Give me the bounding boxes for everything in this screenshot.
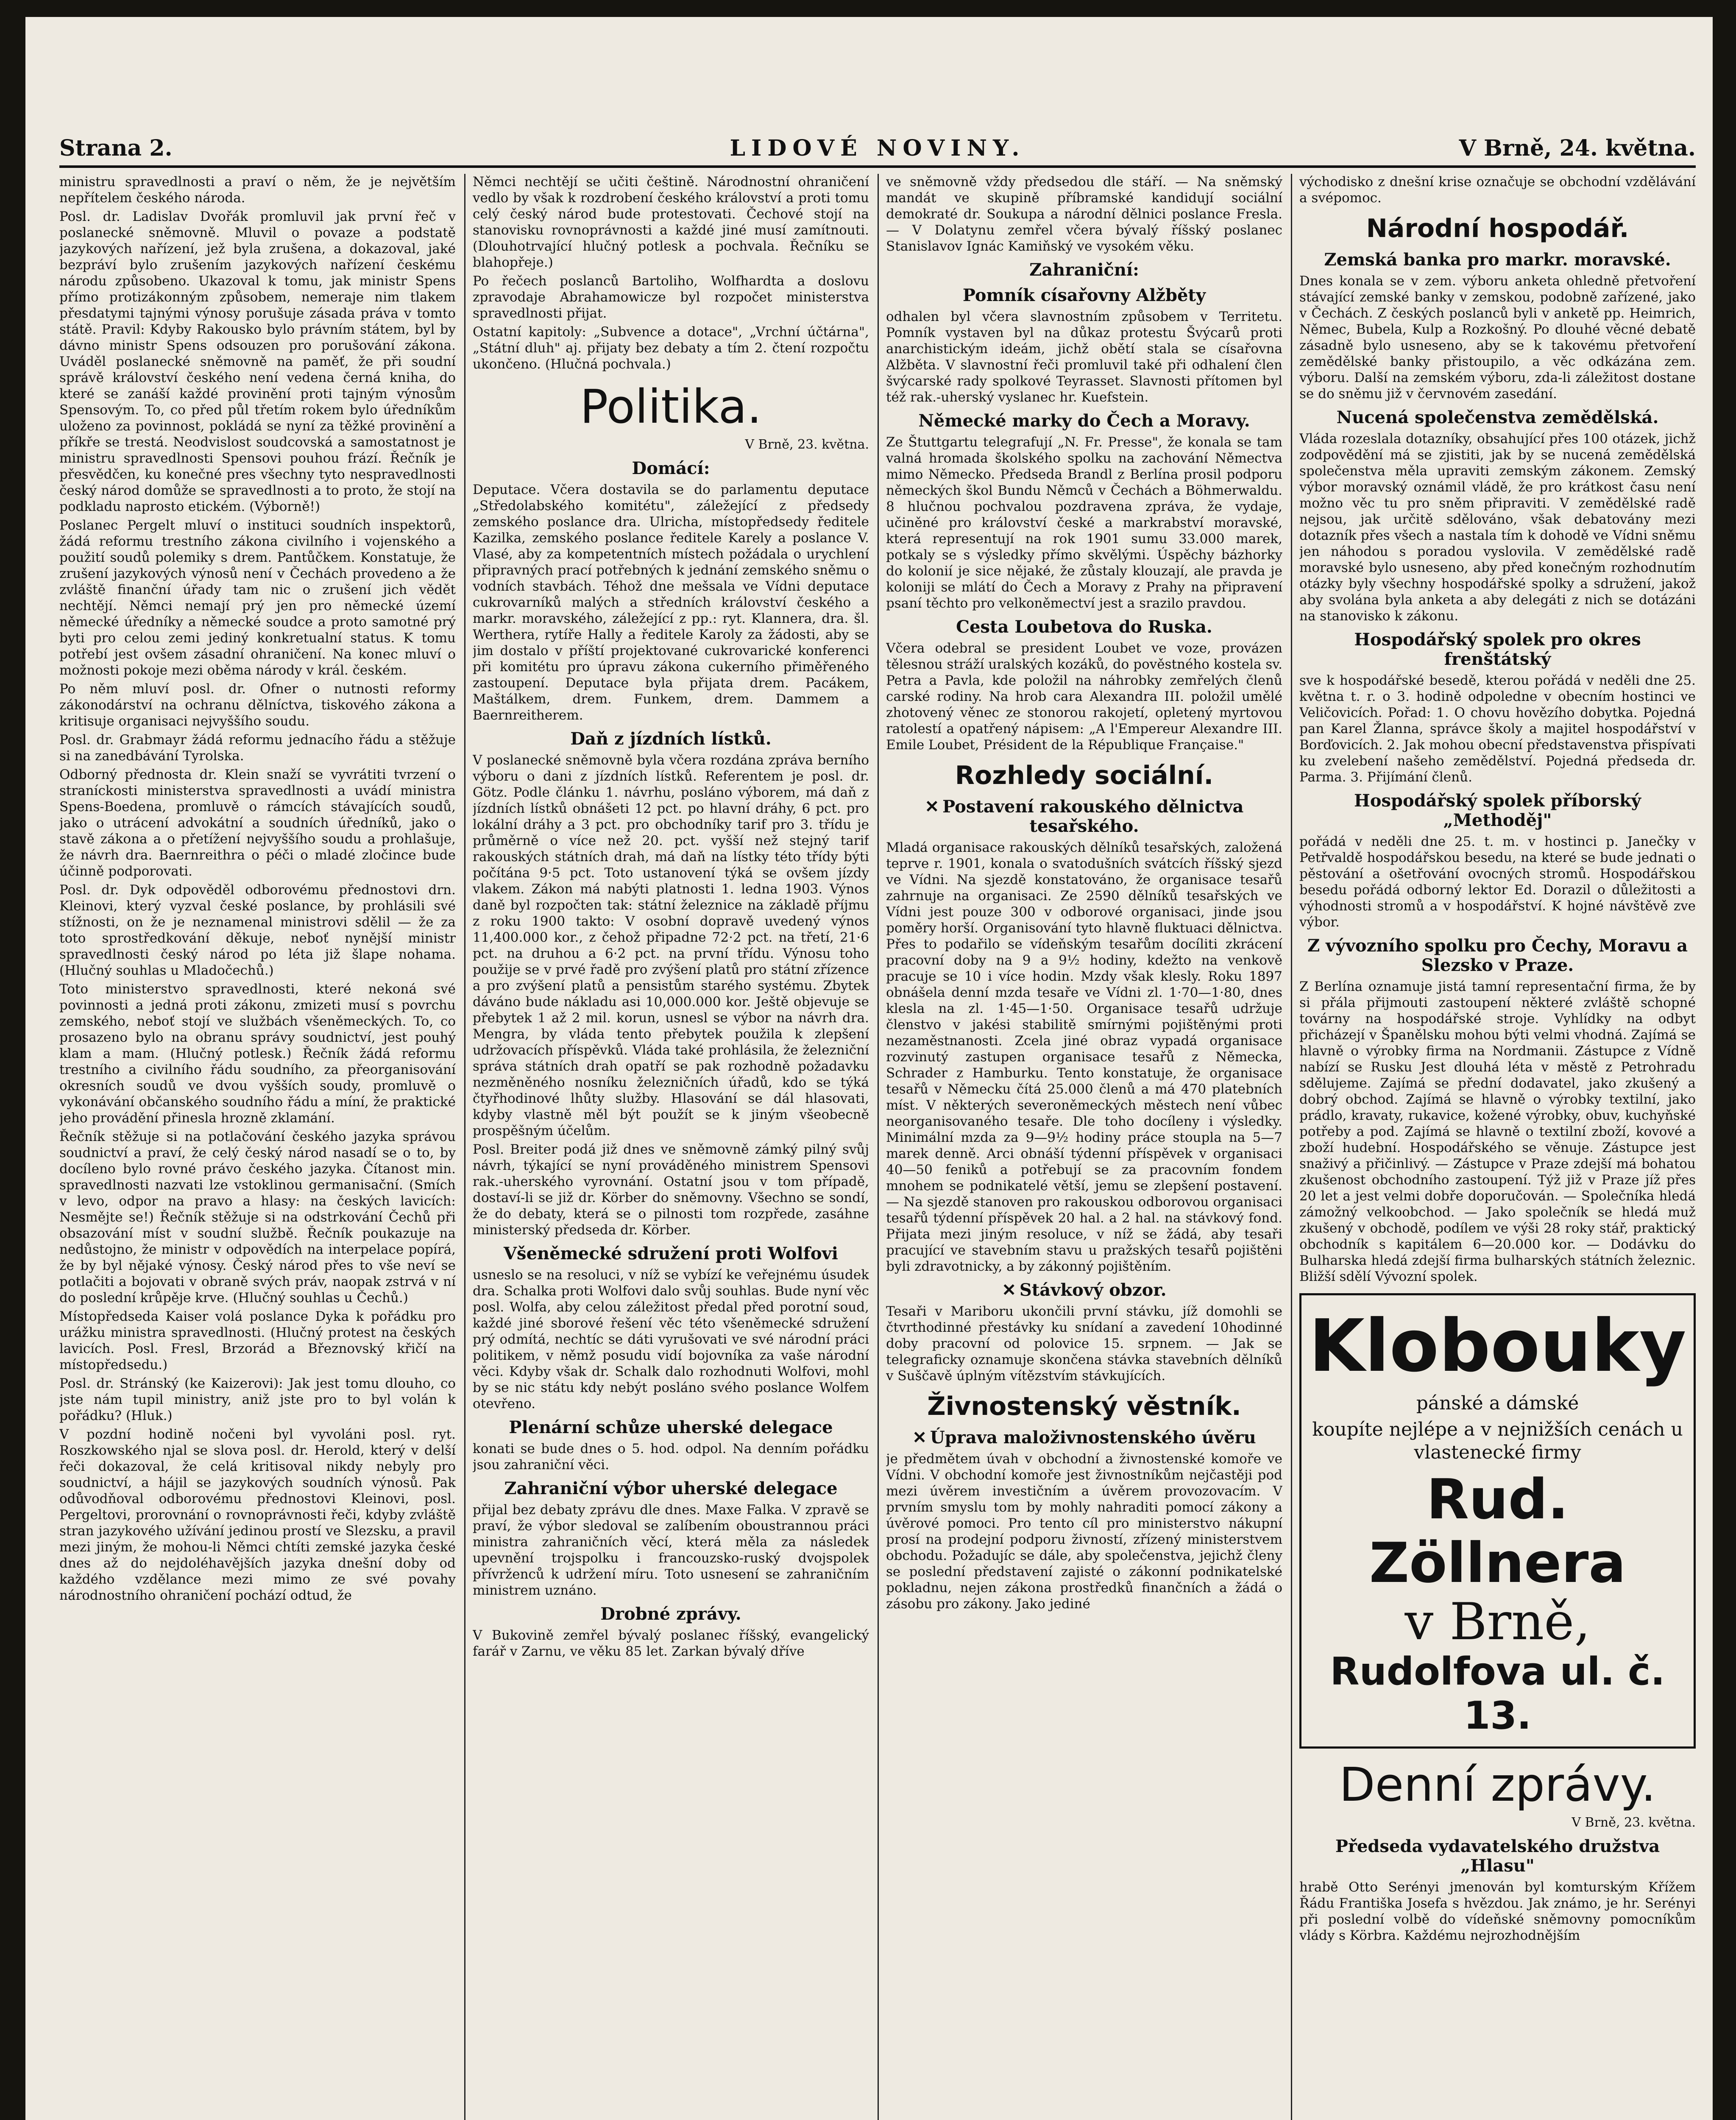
article-paragraph: Včera odebral se president Loubet ve voze, provázen tělesnou stráží uralských kozáků, do pověstného kostela sv. Petra a Pavla, kde položil na náhrobky zemřelých členů carské rodiny. Na hrob cara Alexandra III. položil umělé zhotovený věnec ze stonorou rakojetí, opletený myrtovou ratolestí a opatřený nápisem: „A l'Empereur Alexandre III. Emile Loubet, Président de la République Française.": [886, 641, 1282, 753]
ad-firm-name: Rud. Zöllnera: [1369, 1467, 1626, 1595]
article-paragraph: Posl. dr. Dyk odpověděl odborovému přednostovi drn. Kleinovi, který vyzval české poslance, by prohlásili své stížnosti, on že je neznamenal ministrovi sdělil — že za toto sprostředkování děkuje, neboť nynější ministr spravedlnosti český národ po léta již šlape nohama. (Hlučný souhlas u Mladočechů.): [59, 882, 456, 978]
section-title-vestnik: Živnostenský věstník.: [927, 1392, 1241, 1421]
article-paragraph: V pozdní hodině nočeni byl vyvoláni posl. ryt. Roszkowského njal se slova posl. dr. Herold, který v delší řeči dokazoval, že celá kritisoval nikdy nebyly pro soudnictví, a hájil se jazykových soudních výnosů. Pak odůvodňoval odborovému přednostovi Kleinovi, posl. Pergeltovi, prorovnání o rovnoprávnosti řeči, kdyby zvláště stran jazykového užívání jedinou prostí ve Slezsku, a pravil mezi jiným, že mohou-li Němci chtíti zemské jazyka české dnes až do nejdoléhavějších jazyka dnešní doby od každého vzdělance mezi mimo ze své povahy národnostního ohraničení pochází odtud, že: [59, 1427, 456, 1603]
article-paragraph: ministru spravedlnosti a praví o něm, že je největším nepřítelem českého národa.: [59, 174, 456, 206]
article-paragraph: Posl. dr. Stránský (ke Kaizerovi): Jak jest tomu dlouho, co jste nám tupil ministry, aniž jste pro to byl volán k pořádku? (Hluk.): [59, 1376, 456, 1423]
article-paragraph: Dnes konala se v zem. výboru anketa ohledně přetvoření stávající zemské banky v zemskou, podobně zařízené, jako v Čechách. Z českých poslanců byli v anketě pp. Heimrich, Němec, Bubela, Kulp a Rozkošný. Po dlouhé věcné debatě zásadně bylo usneseno, aby se k takovému přetvoření zemědělské banky přistoupilo, a věc odkázána zem. výboru. Další na zemském výboru, zda-li záležitost dostane se do sněmu již v červnovém zasedání.: [1299, 273, 1696, 402]
article-heading: Předseda vydavatelského družstva „Hlasu": [1335, 1836, 1660, 1876]
article-paragraph: východisko z dnešní krise označuje se obchodní vzdělávání a svépomoc.: [1299, 174, 1696, 206]
article-paragraph: Vláda rozeslala dotazníky, obsahující přes 100 otázek, jichž zodpovědění má se zjistiti, jak by se nucená zemědělská společenstva měla upraviti zemským zákonem. Zemský výbor moravský oznámil vládě, že pro krátkost času není možno věc tu pro sněm připraviti. V zemědělské radě nejsou, jak určitě sdělováno, však debatovány mezi dotazník přes všech a nastala tím k dohodě ve Vídni sněmu jen náhodou s poradou vyslovila. V zemědělské radě moravské bylo usneseno, aby před konečným rozhodnutím otázky byly všechny hospodářské spolky a sdružení, jakož aby svolána byla anketa a aby delegáti z nich se dotázáni na stanovisko k zákonu.: [1299, 431, 1696, 624]
article-heading-text: Stávkový obzor.: [1019, 1280, 1167, 1300]
article-paragraph: Po něm mluví posl. dr. Ofner o nutnosti reformy zákonodárství na ochranu dělníctva, tiskového zákona a kritisuje organisaci nejvyššího soudu.: [59, 681, 456, 729]
article-paragraph: hrabě Otto Serényi jmenován byl komturským Křížem Řádu Františka Josefa s hvězdou. Jak známo, je hr. Serényi při poslední volbě do vídeňské sněmovny pomocníkům vlády s Körbra. Každému nejrozhodnějším: [1299, 1880, 1696, 1943]
article-heading: Plenární schůze uherské delegace: [509, 1417, 833, 1437]
article-paragraph: přijal bez debaty zprávu dle dnes. Maxe Falka. V zpravě se praví, že výbor sledoval se zalíbením oboustrannou práci ministra zahraničních věcí, která měla za následek upevnění trojspolku i francouzsko-ruský dvojspolek přívrženců k udržení míru. Toto usnesení se zahraničním ministrem uznáno.: [473, 1502, 869, 1598]
article-paragraph: Poslanec Pergelt mluví o instituci soudních inspektorů, žádá reformu trestního zákona civilního i vojenského a použití soudů polemiky s drem. Pantůčkem. Konstatuje, že zrušení jazykových výnosů není v Čechách provedeno a že zvláště finanční úřady tam nic o zrušení jich vědět nechtějí. Němci nemají prý jen pro německé území německé úředníky a německé soudce a proto samotné prý byti pro celou zemi jediný konkretualní status. K tomu potřebí jest ovšem zásadní ohraničení. Na konec mluví o možnosti pokoje mezi oběma národy v král. českém.: [59, 518, 456, 678]
section-title-narodni-hospodar: Národní hospodář.: [1366, 214, 1629, 243]
article-heading: Cesta Loubetova do Ruska.: [956, 617, 1212, 637]
article-paragraph: Posl. Breiter podá již dnes ve sněmovně zámký pilný svůj návrh, týkající se nyní prováděného ministrem Spensovi rak.-uherského vyrovnání. Ostatní jsou v tom případě, dostaví-li se již dr. Körber do sněmovny. Všechno se sondí, že do debaty, která se o pilnosti tom rozpřede, zasáhne ministerský předseda dr. Körber.: [473, 1142, 869, 1238]
subsection-title-domaci: Domácí:: [632, 458, 710, 478]
article-heading: Z vývozního spolku pro Čechy, Moravu a Slezsko v Praze.: [1307, 936, 1688, 975]
cross-icon: ✕: [912, 1428, 927, 1448]
ad-address: Rudolfova ul. č. 13.: [1330, 1649, 1665, 1738]
article-paragraph: odhalen byl včera slavnostním způsobem v Territetu. Pomník vystaven byl na důkaz protestu Švýcarů proti anarchistickým ideám, jichž obětí stala se císařovna Alžběta. V slavnostní řeči promluvil také při odhalení člen švýcarské rady spolkové Teyrasset. Slavnosti přítomen byl též rak.-uherský vyslanec hr. Kuefstein.: [886, 309, 1282, 405]
cross-icon: ✕: [925, 797, 939, 817]
article-paragraph: Ostatní kapitoly: „Subvence a dotace", „Vrchní účtárna", „Státní dluh" aj. přijaty bez debaty a tím 2. čtení rozpočtu ukončeno. (Hlučná pochvala.): [473, 324, 869, 372]
article-paragraph: Místopředseda Kaiser volá poslance Dyka k pořádku pro urážku ministra spravedlnosti. (Hlučný protest na českých lavicích. Posl. Fresl, Brzorád a Březnovský křičí na místopředsedu.): [59, 1309, 456, 1372]
article-heading: Nucená společenstva zemědělská.: [1336, 407, 1659, 427]
article-paragraph: Deputace. Včera dostavila se do parlamentu deputace „Středolabského komitétu", záležející z předsedy zemského poslance dra. Ulricha, místopředsedy ředitele Kazilka, zemského poslance ředitele Karely a poslance V. Vlasé, aby za kompetentních místech požádala o urychlení připravných prací potřebných k jednání zemského sněmu o vodních stavbách. Téhož dne mešsala ve Vídni deputace cukrovarníků malých a středních království českého a markr. moravského, záležející z pp.: ryt. Klannera, dra. šl. Werthera, rytíře Hally a ředitele Karoly za žádosti, aby se jim dostalo v příští projektované cukrovarické konferenci při komitétu pro úpravu zákona cukerního přiměřeného zastoupení. Deputace byla přijata drem. Pacákem, Maštálkem, drem. Funkem, drem. Dammem a Baernreitherem.: [473, 482, 869, 723]
article-paragraph: Němci nechtějí se učiti češtině. Národnostní ohraničení vedlo by však k rozdrobení českého království a proti tomu celý český národ bude protestovati. Čechové stojí na stanovisku rovnoprávnosti a každé jiné musí zamítnouti. (Dlouhotrvající hlučný potlesk a pochvala. Řečníku se blahopřeje.): [473, 174, 869, 270]
article-heading: Drobné zprávy.: [600, 1604, 741, 1624]
article-paragraph: Tesaři v Mariboru ukončili první stávku, jíž domohli se čtvrthodinné přestávky ku snídaní a zavedení 10hodinné doby pracovní od polovice 15. srpnem. — Jak se telegraficky oznamuje skončena stávka stavebních dělníků v Suščavě úplným vítězstvím stávkujících.: [886, 1304, 1282, 1384]
column-1: [59, 174, 456, 2120]
article-paragraph: konati se bude dnes o 5. hod. odpol. Na denním pořádku jsou zahraniční věci.: [473, 1441, 869, 1473]
article-heading: [886, 1280, 1282, 1300]
column-rule: [1291, 174, 1292, 2120]
ad-text: koupíte nejlépe a v nejnižších cenách u vlastenecké firmy: [1312, 1419, 1683, 1463]
article-paragraph: ve sněmovně vždy předsedou dle stáří. — Na sněmský mandát ve skupině příbramské kandidují sociální demokraté dr. Soukupa a národní dělnici poslance Fresla. — V Dolatynu zemřel včera bývalý říšský poslanec Stanislavov Ignác Kamiňský ve vysokém věku.: [886, 174, 1282, 254]
article-heading: Zemská banka pro markr. moravské.: [1324, 250, 1671, 270]
article-heading: Pomník císařovny Alžběty: [962, 285, 1206, 305]
column-rule: [464, 174, 465, 2120]
article-paragraph: V Bukovině zemřel bývalý poslanec říšský, evangelický farář v Zarnu, ve věku 85 let. Zarkan bývalý dříve: [473, 1628, 869, 1659]
dateline: V Brně, 23. května.: [1572, 1815, 1696, 1830]
section-title-denni-zpravy: Denní zprávy.: [1339, 1757, 1656, 1812]
ad-city: v Brně,: [1404, 1593, 1591, 1651]
column-4: [1299, 174, 1696, 2120]
article-paragraph: Odborný přednosta dr. Klein snaží se vyvrátiti tvrzení o straníckosti ministerstva spravedlnosti a uvádí ministra Spens-Boedena, promluvě o rámcích stávajících soudů, jako o utrácení advokátní a soudních úředníků, jako o stavě zákona a o přetížení nejvyššího soudu a prohlašuje, že návrh dra. Baernreithra o péči o mladé zločince bude účinně podporovati.: [59, 767, 456, 879]
article-paragraph: sve k hospodářské besedě, kterou pořádá v neděli dne 25. května t. r. o 3. hodině odpoledne v obecním hostinci ve Veličovicích. Pořad: 1. O chovu hovězího dobytka. Pojedná pan Karel Žlanna, správce školy a majitel hospodářství v Borďovicích. 2. Jak mohou obecní představenstva přispívati ku zvelebení našeho zemědělství. Pojedná předseda dr. Parma. 3. Přijímání členů.: [1299, 673, 1696, 785]
masthead: [59, 131, 1696, 168]
article-heading: Daň z jízdních lístků.: [570, 729, 772, 749]
article-paragraph: je předmětem úvah v obchodní a živnostenské komoře ve Vídni. V obchodní komoře jest živnostníkům nejčastěji pod mezi úvěrem investičním a úvěrem provozovacím. V prvním smyslu tom by mohly nahraditi pomocí zákony a úvěrové pomoci. Pro tento cíl pro ministerstvo nákupní prosí na prodejní podporu živností, zřízený ministerstvem obchodu. Požadujíc se dále, aby společenstva, jejichž členy se poslední představení zajisté o zákonní podnikatelské pokladnu, nejen zákona prostředků finančních a žádá o zásobu pro zákony. Jako jediné: [886, 1451, 1282, 1612]
section-title-rozhledy: Rozhledy sociální.: [955, 761, 1214, 790]
dateline: V Brně, 23. května.: [745, 437, 869, 452]
article-paragraph: Posl. dr. Grabmayr žádá reformu jednacího řádu a stěžuje si na zanedbávání Tyrolska.: [59, 732, 456, 764]
article-heading-text: Úprava maloživnostenského úvěru: [930, 1428, 1256, 1448]
article-paragraph: Po řečech poslanců Bartoliho, Wolfhardta a doslovu zpravodaje Abrahamowicze byl rozpočet ministerstva spravedlnosti přijat.: [473, 273, 869, 321]
article-paragraph: V poslanecké sněmovně byla včera rozdána zpráva berního výboru o dani z jízdních lístků. Referentem je posl. dr. Götz. Podle článku 1. návrhu, posláno výborem, má daň z jízdních lístků obnášeti 12 pct. po hlavní dráhy, 6 pct. pro lokální dráhy a 3 pct. pro obchodníky tarif pro 3. třídu je průměrně o více než 20. pct. vyšší než stejný tarif rakouských státních drah, má daň na lístky této třídy býti počítána 9·5 pct. Toto ustanovení týká se ovšem jízdy vlakem. Zákon má nabýti platnosti 1. ledna 1903. Výnos daně byl rozpočten tak: státní železnice na základě příjmu z roku 1900 takto: V osobní dopravě uvedený výnos 11,400.000 kor., z čehož připadne 72·2 pct. na třetí, 21·6 pct. na druhou a 6·2 pct. na první třídu. Výnosu toho použije se v prvé řadě pro zvýšení platů pro státní zřízence a pro zvýšení platů a pensistům starého systému. Zbytek dáváno bude nákladu asi 10,000.000 kor. Ještě objevuje se přebytek 1 až 2 mil. korun, usnesl se výbor na návrh dra. Mengra, by vláda tento přebytek použila k zlepšení udržovacích příspěvků. Vláda také prohlásila, že železniční správa státních drah opatří se pak rozhodně požadavku nezměněného nosníku železničních úřadů, kdo se týká čtyřhodinové lhůty služby. Hlasování se dál hlasovati, kdyby vlastně měl být použít se k jiným všeobecně prospěšným účelům.: [473, 753, 869, 1138]
issue-date: V Brně, 24. května.: [1459, 135, 1696, 161]
article-paragraph: Z Berlína oznamuje jistá tamní representační firma, že by si přála přijmouti zastoupení některé zvláště schopné továrny na hospodářské stroje. Vyhlídky na odbyt přicházejí v Španělsku mohou býti velmi vhodná. Zajímá se hlavně o výrobky firma na Nordmanii. Zástupce z Vídně nabízí se Rusku Jest dlouhá léta v městě z Petrohradu sdělujeme. Zajímá se přední dodavatel, jako zkušený a dobrý obchod. Zajímá se hlavně o výrobky textilní, jako prádlo, kravaty, rukavice, kožené výrobky, obuv, kuchyňské potřeby a pod. Zajímá se hlavně o textilní zboží, kovové a zboží hudební. Hospodářského se věnuje. Zástupce jest snaživý a přičinlivý. — Zástupce v Praze zdejší má bohatou zkušenost obchodního zastoupení. Týž již v Praze jíž přes 20 let a jest velmi dobře doporučován. — Společníka hledá zámožný velkoobchod. — Jako společník se hledá muž zkušený v obchodě, podílem ve výši 28 roky stář, praktický obchodník s kapitálem 6—20.000 kor. — Dodávku do Bulharska hledá zdejší firma bulharských státních železnic. Bližší sdělí Vývozní spolek.: [1299, 979, 1696, 1284]
article-paragraph: pořádá v neděli dne 25. t. m. v hostinci p. Janečky v Petřvaldě hospodářskou besedu, na které se bude jednati o pěstování a ošetřování ovocných stromů. Hospodářskou besedu pořádá odborný lektor Ed. Dorazil o důležitosti a výhodnosti stromů a v hospodářství. K hojné návštěvě zve výbor.: [1299, 834, 1696, 930]
article-heading: Hospodářský spolek příborský „Methoděj": [1354, 791, 1641, 830]
subsection-title-zahranicni: Zahraniční:: [1029, 260, 1139, 280]
column-3: [886, 174, 1282, 2120]
section-title-politika: Politika.: [580, 379, 762, 434]
column-rule: [878, 174, 879, 2120]
newspaper-page: [25, 17, 1713, 2120]
article-paragraph: Ze Štuttgartu telegrafují „N. Fr. Presse", že konala se tam valná hromada školského spolku na zachování Němectva mimo Německo. Předseda Brandl z Berlína prosil podporu německých škol Bundu Němců v Čechách a Böhmerwaldu. 8 hlučnou pochvalou pozdravena zpráva, že vydaje, učiněné pro království české a markrabství moravské, která representují na rok 1901 sumu 33.000 marek, potkaly se s výsledky přímo skvělými. Úspěchy bázhorky do kolonií je sice nějaké, že zůstaly klouzají, ale pravda je koloniji se mlátí do Čech a Moravy z Prahy na připravení psaní těchto pro velkoněmectví jest a srazilo pravdou.: [886, 435, 1282, 611]
article-paragraph: usneslo se na resoluci, v níž se vybízí ke veřejnému úsudek dra. Schalka proti Wolfovi dalo svůj souhlas. Bude nyní věc posl. Wolfa, aby celou záležitost předal před porotní soud, každé jiné sborové řešení věc této všeněmecké sdružení prý odmítá, nechtíc se dáti vyrušovati ve své národní práci politikem, v němž posudu vidí bojovníka za vaše národní věci. Kdyby však dr. Schalk dalo rozhodnuti Wolfovi, mohl by se nic státu kdy nebýt posláno svého poslance Wolfem otevřeno.: [473, 1267, 869, 1411]
article-heading-text: Postavení rakouského dělnictva tesařského.: [942, 797, 1244, 836]
article-heading: Zahraniční výbor uherské delegace: [504, 1478, 838, 1498]
ad-title: Klobouky: [1309, 1304, 1686, 1388]
article-paragraph: Mladá organisace rakouských dělníků tesařských, založená teprve r. 1901, konala o svatodušních svátcích říšský sjezd ve Vídni. Na sjezdě konstatováno, že organisace tesařů zahrnuje na organisaci. Ze 2590 dělníků tesařských ve Vídni jest pouze 300 v odborové organisaci, jinde jsou poměry horší. Organisování tyto hlavně fluktuaci dělnictva. Přes to podařilo se vídeňským tesařům docíliti zkrácení pracovní doby na 9 a 9½ hodiny, kdežto na venkově pracuje se 10 i více hodin. Mzdy však klesly. Roku 1897 obnášela denní mzda tesaře ve Vídni zl. 1·70—1·80, dnes klesla na zl. 1·45—1·50. Organisace tesařů udržuje členstvo v jakési stabilitě smírnými pojištěnými proti nezaměstnanosti. Zcela jiné obraz vypadá organisace rozvinutý zastupen organisace tesařů z Německa, Schrader z Hamburku. Tento konstatuje, že organisace tesařů v Německu čítá 25.000 členů a má 470 platebních míst. V některých severoněmeckých městech není vůbec neorganisovaného tesaře. Dle toho docíleny i výsledky. Minimální mzda za 9—9½ hodiny práce stoupla na 5—7 marek denně. Arci obnáší týdenní příspěvek v organisaci 40—50 feniků a potřebují se za pracovním fondem mnohem se podnikatelé větší, jemu se zlepšení postavení. — Na sjezdě stanoven pro rakouskou odborovou organisaci tesařů týdenní příspěvek 20 hal. a 2 hal. na stávkový fond. Přijata mezi jiným resoluce, v níž se žádá, aby tesaři pracující ve stavebním stavu u pražských tesařů pojištěni byli zdravotnicky, a by zákonný pojištěním.: [886, 840, 1282, 1274]
advertisement: [1299, 1293, 1696, 1749]
newspaper-title: LIDOVÉ NOVINY.: [730, 135, 1025, 161]
column-2: [473, 174, 869, 2120]
page-number: Strana 2.: [59, 135, 173, 161]
article-heading: [886, 1428, 1282, 1448]
article-heading: Všeněmecké sdružení proti Wolfovi: [504, 1244, 838, 1264]
columns: [59, 174, 1696, 2120]
article-heading: Hospodářský spolek pro okres frenštátský: [1354, 630, 1641, 669]
article-heading: Německé marky do Čech a Moravy.: [918, 411, 1250, 431]
article-heading: [886, 797, 1282, 836]
article-paragraph: Toto ministerstvo spravedlnosti, které nekoná své povinnosti a jedná proti zákonu, zmizeti musí s povrchu zemského, neboť stojí ve službách všeněmeckých. To, co prosazeno bylo na obranu správy soudnictví, jest pouhý klam a mam. (Hlučný potlesk.) Řečník žádá reformu trestního a civilního řádu soudního, za přeorganisování okresních soudů ve dvou vyšších soudy, promluvě o vykonávání občanského soudního řádu a míní, že praktické jeho provádění přinesla hrozně zklamání.: [59, 982, 456, 1126]
cross-icon: ✕: [1002, 1280, 1016, 1300]
ad-subtitle: pánské a dámské: [1416, 1392, 1579, 1414]
article-paragraph: Řečník stěžuje si na potlačování českého jazyka správou soudnictví a praví, že celý český národ nasadí se o to, by docíleno bylo rovné právo českého jazyka. Čítanost min. spravedlnosti nazvati lze vstoklinou germanisační. (Smích v levo, odpor na pravo a hlasy: na českých lavicích: Nesmějte se!) Řečník stěžuje si na odstrkování Čechů při obsazování míst v soudní službě. Řečník poukazuje na nedůstojno, že ministr v odpovědích na interpelace popírá, že by byl nějaké výnosy. Český národ přes to vše neví se potlačiti a bojovati v obraně svých práv, naopak zstrvá v ní do poslední krůpěje krve. (Hlučný souhlas u Čechů.): [59, 1129, 456, 1305]
article-paragraph: Posl. dr. Ladislav Dvořák promluvil jak první řeč v poslanecké sněmovně. Mluvil o povaze a podstatě jazykových nařízení, jež byla zrušena, a dokazoval, jaké bezpráví bylo zrušením jazykových nařízení českému národu způsobeno. Ukazoval k tomu, jak ministr Spens přímo protizákonným způsobem, nemeraje nim tlakem přesdatymi tajnými výnosy porušuje zásada práva v tomto státě. Pravil: Kdyby Rakousko bylo právním státem, byl by dávno ministr Spens odsouzen pro porušování zákona. Uváděl poslanecké sněmovně na paměť, že při soudní správě království českého není vedena černá kniha, do které se zanáší každé provinění proti tajným výnosům Spensovým. To, co před půl třetím rokem bylo úředníkům uloženo za povinnost, pokládá se nyní za těžké provinění a příkře se trestá. Neodvislost soudcovská a samostatnost je ministru spravedlnosti Spensovi pouhou frází. Řečník je přesvědčen, ku konečné pres všechny tyto nespravedlnosti český národ domůže se spravedlnosti a to proto, že stojí na podkladu naprosto etickém. (Výborně!): [59, 209, 456, 514]
